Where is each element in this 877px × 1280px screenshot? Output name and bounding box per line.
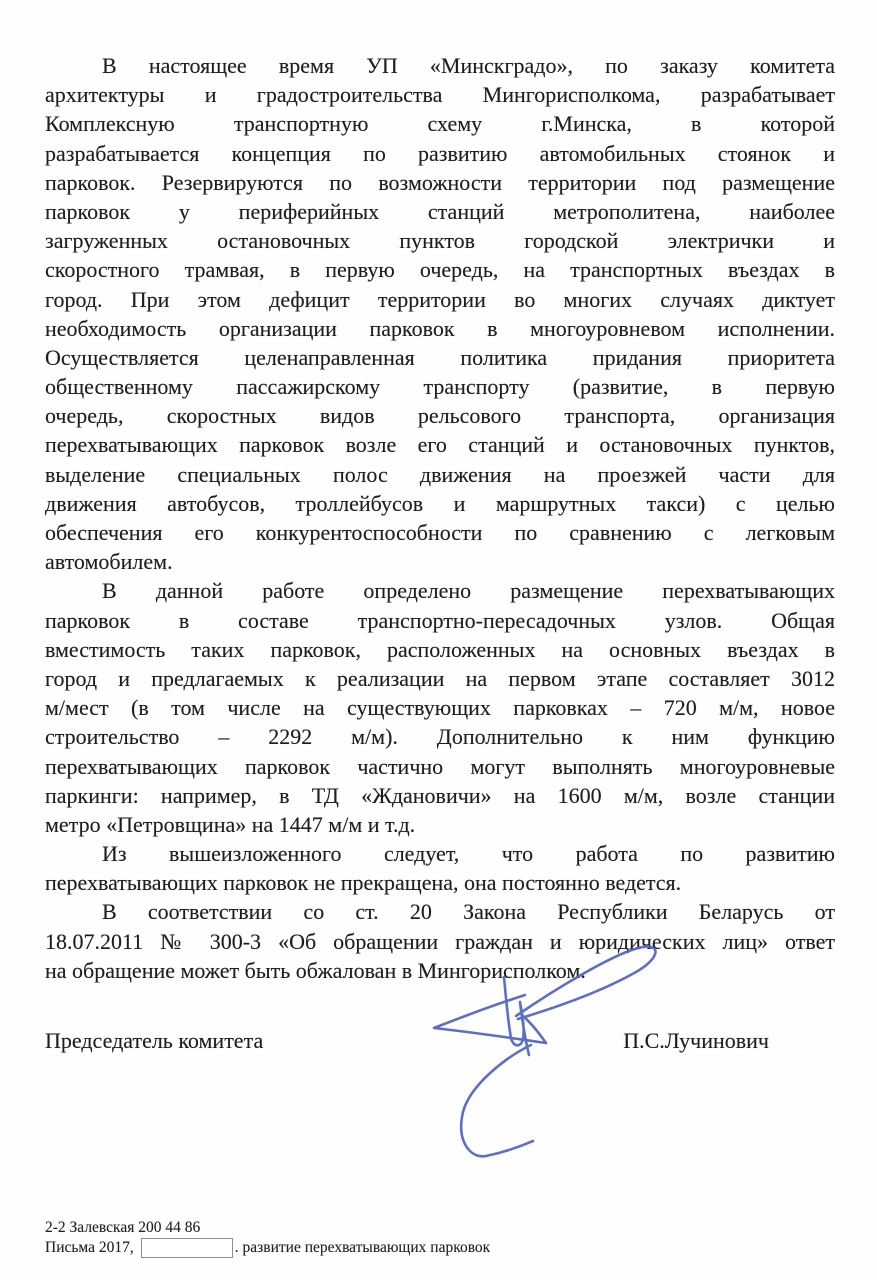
text-line: Осуществляется целенаправленная политика придания приоритета (45, 344, 835, 370)
text-line: паркинги: например, в ТД «Ждановичи» на 1600 м/м, возле станции (45, 782, 835, 808)
footer (45, 1219, 490, 1258)
text-line: парковок. Резервируются по возможности территории под размещение (45, 169, 835, 195)
text-line: выделение специальных полос движения на проезжей части для (45, 461, 835, 487)
text-line: архитектуры и градостроительства Мингорисполкома, разрабатывает (45, 82, 835, 108)
text-line: очередь, скоростных видов рельсового транспорта, организация (45, 403, 835, 429)
footer-contact: 2-2 Залевская 200 44 86 (45, 1219, 201, 1236)
footer-case-prefix: Письма 2017, (45, 1239, 134, 1256)
text-line: город. При этом дефицит территории во многих случаях диктует (45, 286, 835, 312)
text-line: город и предлагаемых к реализации на первом этапе составляет 3012 (45, 665, 835, 691)
footer-case-suffix: . развитие перехватывающих парковок (234, 1239, 491, 1256)
text-line: перехватывающих парковок частично могут выполнять многоуровневые (45, 753, 835, 779)
text-line: Комплексную транспортную схему г.Минска, в которой (45, 111, 835, 137)
text-line: разрабатывается концепция по развитию автомобильных стоянок и (45, 140, 835, 166)
text-line: м/мест (в том числе на существующих парковках – 720 м/м, новое (45, 695, 835, 721)
text-line: необходимость организации парковок в многоуровневом исполнении. (45, 315, 835, 341)
text-line: парковок у периферийных станций метрополитена, наиболее (45, 198, 835, 224)
signatory-name: П.С.Лучинович (623, 1028, 769, 1053)
text-line: В соответствии со ст. 20 Закона Республики Беларусь от (102, 899, 835, 925)
text-line: на обращение может быть обжалован в Мингорисполком. (45, 957, 586, 983)
text-line: скоростного трамвая, в первую очередь, на транспортных въездах в (45, 257, 835, 283)
text-line: В данной работе определено размещение перехватывающих (102, 578, 835, 604)
text-line: вместимость таких парковок, расположенных на основных въездах в (45, 636, 835, 662)
text-line: 18.07.2011 № 300-3 «Об обращении граждан и юридических лиц» ответ (45, 928, 835, 954)
text-line: обеспечения его конкурентоспособности по сравнению с легковым (45, 520, 835, 545)
text-line: загруженных остановочных пунктов городской электрички и (45, 228, 835, 254)
text-line: строительство – 2292 м/м). Дополнительно к ним функцию (45, 724, 835, 750)
signature-stroke-descender (461, 1045, 533, 1156)
text-line: В настоящее время УП «Минскградо», по заказу комитета (102, 53, 835, 78)
text-line: общественному пассажирскому транспорту (развитие, в первую (45, 374, 835, 400)
text-line: Из вышеизложенного следует, что работа по развитию (102, 841, 835, 867)
redaction-box (141, 1238, 233, 1258)
signature-row (45, 1026, 835, 1056)
footer-case-line (45, 1238, 490, 1258)
text-line: перехватывающих парковок не прекращена, она постоянно ведется. (45, 870, 682, 896)
signatory-title: Председатель комитета (45, 1028, 264, 1053)
text-line: движения автобусов, троллейбусов и маршрутных такси) с целью (45, 490, 835, 516)
text-line: парковок в составе транспортно-пересадочных узлов. Общая (45, 607, 835, 633)
text-line: автомобилем. (45, 549, 173, 575)
text-line: перехватывающих парковок возле его станций и остановочных пунктов, (45, 432, 835, 458)
text-block (45, 51, 835, 985)
text-line: метро «Петровщина» на 1447 м/м и т.д. (45, 811, 416, 837)
